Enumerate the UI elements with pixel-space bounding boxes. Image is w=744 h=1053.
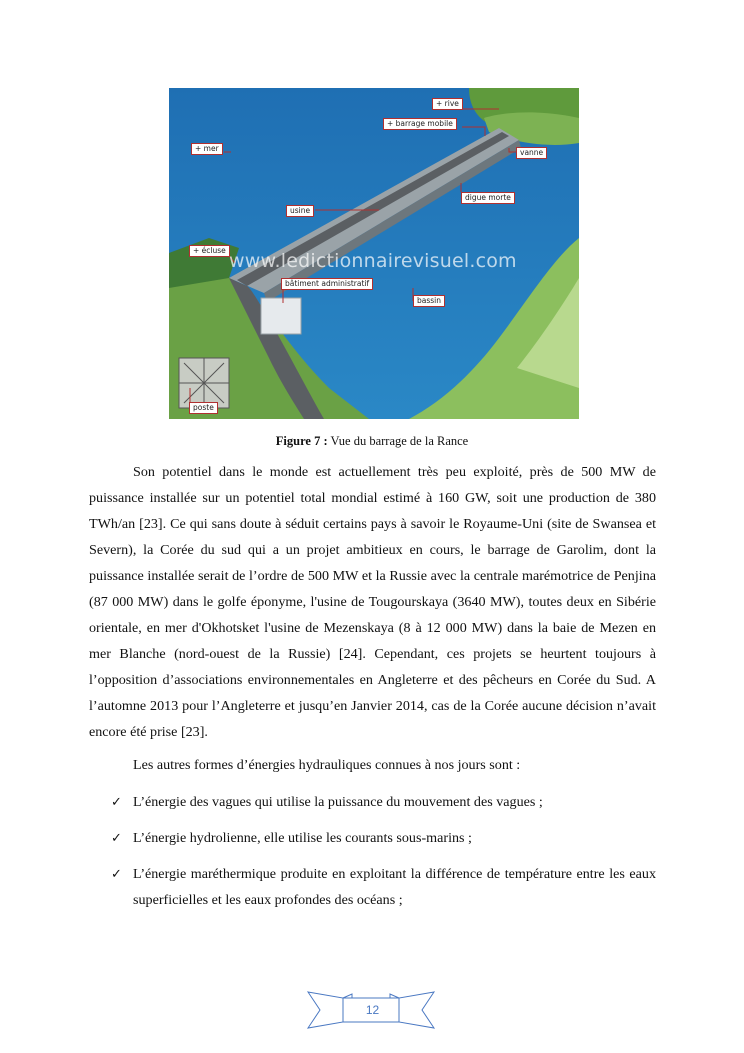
label-mer: + mer bbox=[191, 143, 223, 155]
check-icon: ✓ bbox=[111, 794, 122, 809]
dam-figure bbox=[169, 88, 579, 419]
list-item bbox=[89, 861, 656, 913]
caption-label: Figure 7 : bbox=[275, 434, 328, 448]
label-bassin: bassin bbox=[413, 295, 445, 307]
caption-text: Vue du barrage de la Rance bbox=[327, 434, 469, 448]
label-barrage-mobile: + barrage mobile bbox=[383, 118, 457, 130]
list-item-text: L’énergie maréthermique produite en exploitant la différence de température entre les eaux superficielles et les eaux profondes des océans ; bbox=[133, 866, 656, 908]
watermark: www.ledictionnairevisuel.com bbox=[229, 250, 517, 272]
figure-caption bbox=[0, 434, 744, 449]
paragraph-intro: Les autres formes d’énergies hydrauliques connues à nos jours sont : bbox=[133, 757, 521, 773]
page-number-badge bbox=[306, 990, 436, 1030]
label-ecluse: + écluse bbox=[189, 245, 230, 257]
page-number: 12 bbox=[365, 1003, 380, 1017]
label-poste: poste bbox=[189, 402, 218, 414]
list-item-text: L’énergie des vagues qui utilise la puissance du mouvement des vagues ; bbox=[133, 794, 543, 810]
list-item bbox=[89, 825, 656, 851]
list-item-text: L’énergie hydrolienne, elle utilise les courants sous-marins ; bbox=[133, 830, 472, 846]
label-usine: usine bbox=[286, 205, 314, 217]
check-icon: ✓ bbox=[111, 866, 122, 881]
label-vanne: vanne bbox=[516, 147, 547, 159]
body-text bbox=[89, 459, 656, 923]
energy-list bbox=[89, 789, 656, 913]
check-icon: ✓ bbox=[111, 830, 122, 845]
substation-lines bbox=[179, 358, 229, 408]
paragraph-potential: Son potentiel dans le monde est actuellement très peu exploité, près de 500 MW de puissance installée sur un potentiel total mondial estimé à 160 GW, soit une production de 380 TWh/an [23]. Ce qui sans doute à séduit certains pays à savoir le Royaume-Uni (site de Swansea et Severn), la Corée du sud qui a un projet ambitieux en cours, le barrage de Garolim, dont la puissance installée serait de l’ordre de 500 MW et la Russie avec la centrale marémotrice de Penjina (87 000 MW) dans le golfe éponyme, l'usine de Tougourskaya (3640 MW), toutes deux en Sibérie orientale, en mer d'Okhotsket l'usine de Mezenskaya (8 à 12 000 MW) dans la baie de Mezen en mer Blanche (nord-ouest de la Russie) [24]. Cependant, ces projets se heurtent toujours à l’opposition d’associations environnementales en Angleterre et des pêcheurs en Corée du Sud. A l’automne 2013 pour l’Angleterre et jusqu’en Janvier 2014, cas de la Corée aucune décision n’avait encore été prise [23]. bbox=[89, 464, 656, 740]
label-rive: + rive bbox=[432, 98, 463, 110]
admin-building bbox=[261, 298, 301, 334]
label-batiment: bâtiment administratif bbox=[281, 278, 373, 290]
list-item bbox=[89, 789, 656, 815]
label-digue-morte: digue morte bbox=[461, 192, 515, 204]
